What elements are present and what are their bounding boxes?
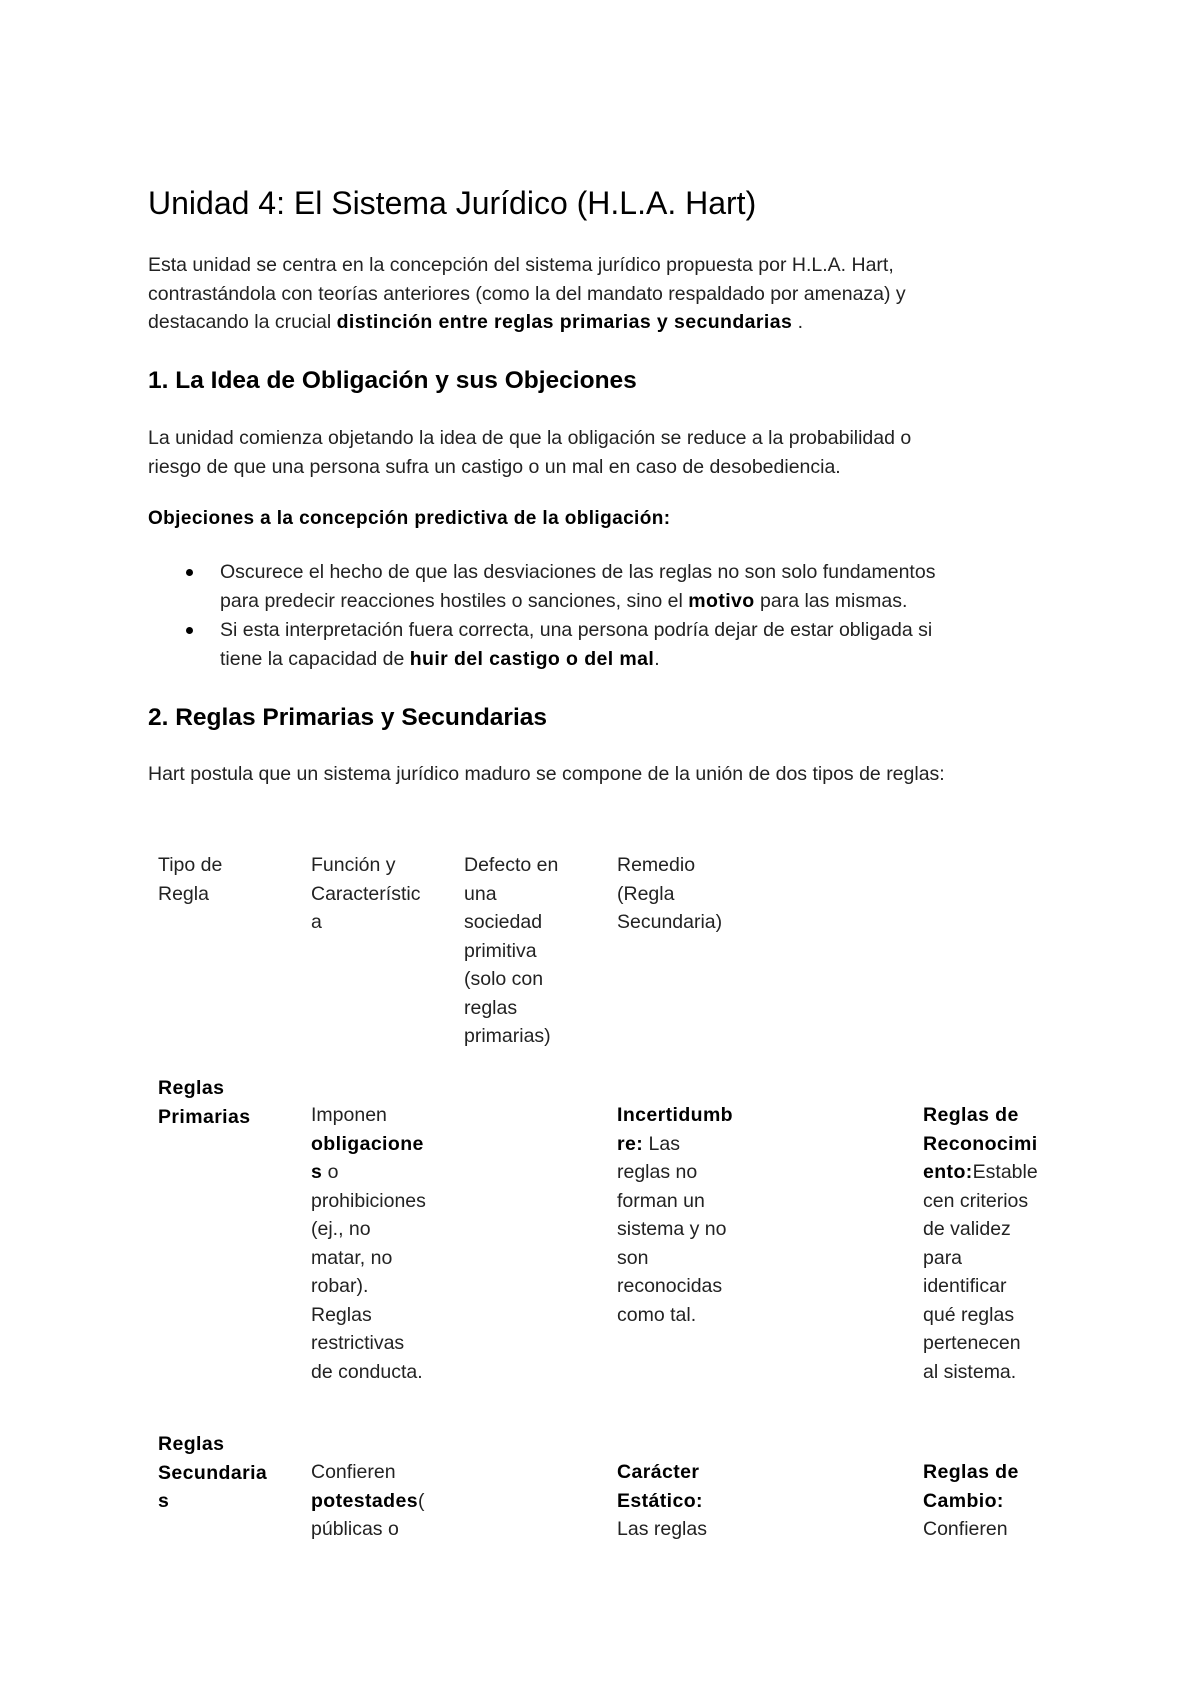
table-header-cell: Tipo de Regla [158,854,223,905]
table-row-defect-cell: Incertidumb re: Las reglas no forman un sistema y no son reconocidas como tal. [617,1104,733,1326]
intro-line: Esta unidad se centra en la concepción del sistema jurídico propuesta por H.L.A. Hart, [148,254,894,276]
bullet-line: Si esta interpretación fuera correcta, una persona podría dejar de estar obligada si [220,619,933,641]
intro-line: contrastándola con teorías anteriores (como la del mandato respaldado por amenaza) y [148,282,906,305]
intro-paragraph [148,251,906,337]
section1-heading: 1. La Idea de Obligación y sus Objeciones [148,367,637,394]
table-row-type-cell: Reglas Secundaria s [158,1433,268,1512]
section2-paragraph [148,760,945,789]
bullet-line: para predecir reacciones hostiles o sanciones, sino el motivo para las mismas. [220,589,908,612]
section2-heading: 2. Reglas Primarias y Secundarias [148,704,548,731]
bullet-dot [186,569,193,576]
table-row-type-cell: Reglas Primarias [158,1077,251,1128]
objection-bullet-item [220,616,932,673]
intro-bold-phrase: distinción entre reglas primarias y secundarias [336,311,793,333]
table-row-function-cell: Imponen obligacione s o prohibiciones (ej., no matar, no robar). Reglas restrictivas de conducta. [311,1104,426,1383]
page-title: Unidad 4: El Sistema Jurídico (H.L.A. Hart) [148,185,757,221]
table-row-remedy-cell: Reglas de Cambio: Confieren [923,1461,1019,1540]
bullet-dot [186,627,193,634]
section1-paragraph [148,424,911,481]
objection-bullet-item [220,558,935,615]
table-header-cell: Función y Característic a [311,854,421,933]
table-row-remedy-cell: Reglas de Reconocimi ento:Estable cen criterios de validez para identificar qué reglas pertenecen al sistema. [923,1104,1038,1383]
section2-line: Hart postula que un sistema jurídico maduro se compone de la unión de dos tipos de reglas: [148,763,945,785]
table-row-defect-cell: Carácter Estático: Las reglas [617,1461,707,1540]
table-header-cell: Defecto en una sociedad primitiva (solo con reglas primarias) [464,854,559,1047]
bullet-bold-phrase: motivo [688,589,755,612]
bullet-line: tiene la capacidad de huir del castigo o del mal. [220,647,660,670]
section1-line: La unidad comienza objetando la idea de que la obligación se reduce a la probabilidad o [148,427,912,449]
section1-line: riesgo de que una persona sufra un castigo o un mal en caso de desobediencia. [148,455,841,478]
intro-line: destacando la crucial distinción entre reglas primarias y secundarias . [148,311,804,333]
table-header-cell: Remedio (Regla Secundaria) [617,854,723,933]
bullet-line: Oscurece el hecho de que las desviaciones de las reglas no son solo fundamentos [220,561,936,583]
objections-label: Objeciones a la concepción predictiva de la obligación: [148,508,671,529]
bullet-bold-phrase: huir del castigo o del mal [409,647,655,670]
table-row-function-cell: Confieren potestades( públicas o [311,1461,425,1540]
